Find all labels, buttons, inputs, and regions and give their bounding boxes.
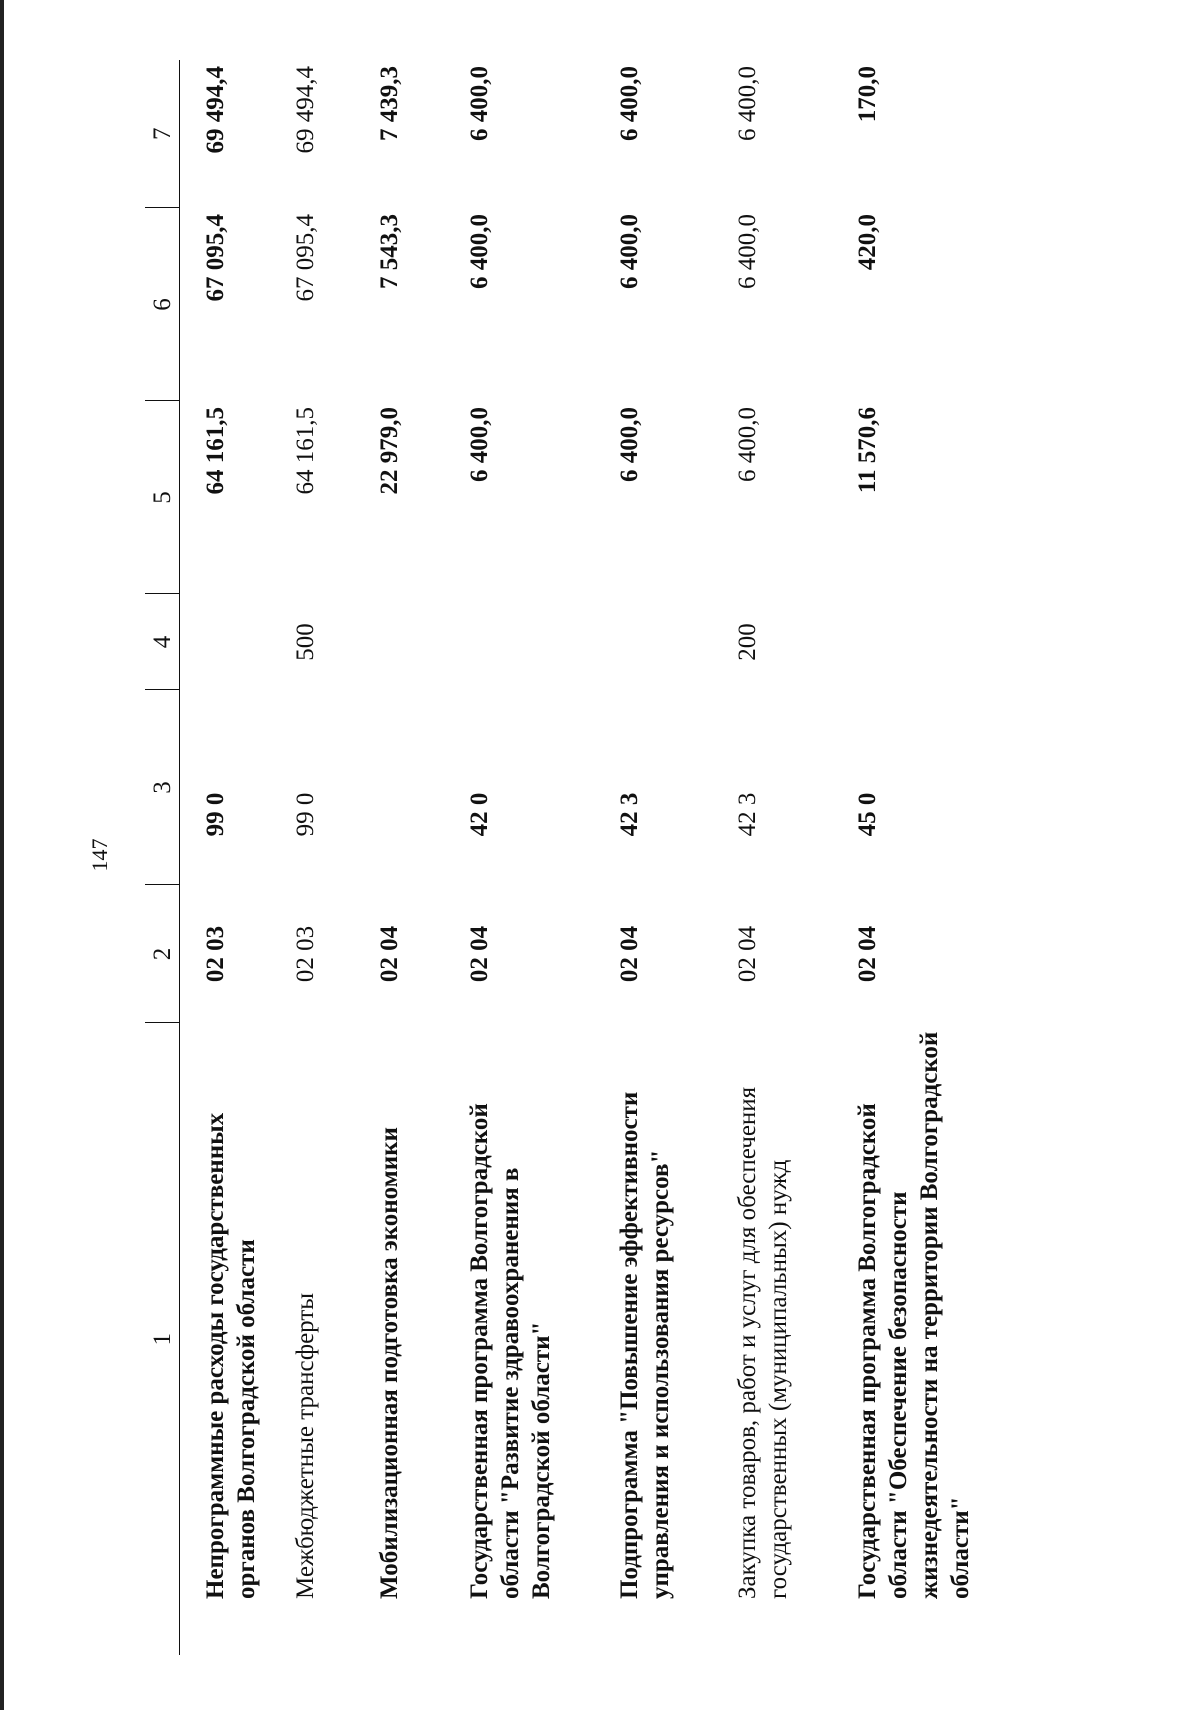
row-value-7: 6 400,0 — [734, 66, 761, 141]
row-code: 99 0 — [292, 792, 319, 837]
row-code: 42 3 — [734, 792, 761, 837]
row-name: Закупка товаров, работ и услуг для обеспечения государственных (муниципальных) нужд — [734, 1086, 792, 1599]
row-section: 02 03 — [202, 925, 229, 983]
row-type — [180, 594, 291, 690]
row-value-5: 64 161,5 — [292, 407, 319, 495]
row-value-5: 6 400,0 — [734, 407, 761, 482]
row-value-5: 11 570,6 — [854, 407, 881, 494]
row-value-7: 69 494,4 — [292, 66, 319, 154]
row-value-7: 170,0 — [854, 66, 881, 123]
row-value-5: 22 979,0 — [376, 407, 403, 495]
row-section: 02 04 — [376, 925, 403, 983]
row-code — [374, 690, 464, 885]
row-value-6: 67 095,4 — [202, 214, 229, 302]
row-name: Мобилизационная подготовка экономики — [376, 1127, 403, 1599]
row-value-7: 6 400,0 — [466, 66, 493, 141]
table-row — [464, 60, 614, 1655]
row-type — [614, 594, 732, 690]
header-cell: 6 — [145, 208, 180, 401]
row-value-6: 420,0 — [854, 214, 881, 271]
table-row — [732, 60, 852, 1655]
row-value-5: 6 400,0 — [466, 407, 493, 482]
row-name: Государственная программа Волгоградской области "Обеспечение безопасности жизнедеятельности на территории Волгоградской области" — [854, 1031, 974, 1599]
budget-table — [145, 60, 992, 1655]
table-row — [374, 60, 464, 1655]
table-row — [852, 60, 992, 1655]
table-row — [614, 60, 732, 1655]
header-cell: 3 — [145, 690, 180, 885]
row-name: Государственная программа Волгоградской области "Развитие здравоохранения в Волгоградской области" — [466, 1103, 555, 1599]
page-number: 147 — [87, 838, 112, 872]
row-name: Межбюджетные трансферты — [292, 1292, 319, 1599]
row-value-5: 6 400,0 — [616, 407, 643, 482]
row-type — [374, 594, 464, 690]
row-type: 500 — [292, 623, 319, 661]
scan-edge — [0, 0, 4, 1710]
row-section: 02 04 — [734, 925, 761, 983]
row-section: 02 03 — [292, 925, 319, 983]
row-section: 02 04 — [854, 925, 881, 983]
row-value-7: 69 494,4 — [202, 66, 229, 154]
row-type — [464, 594, 614, 690]
table-row — [180, 60, 291, 1655]
row-name: Непрограммные расходы государственных органов Волгоградской области — [202, 1112, 260, 1599]
row-code: 45 0 — [854, 792, 881, 837]
row-value-6: 67 095,4 — [292, 214, 319, 302]
row-code: 42 0 — [466, 792, 493, 837]
row-value-6: 6 400,0 — [734, 214, 761, 289]
row-value-6: 7 543,3 — [376, 214, 403, 289]
header-cell: 7 — [145, 60, 180, 208]
row-code: 42 3 — [616, 792, 643, 837]
header-cell: 1 — [145, 1023, 180, 1655]
table-row — [290, 60, 374, 1655]
row-name: Подпрограмма "Повышение эффективности управления и использования ресурсов" — [616, 1091, 674, 1599]
row-section: 02 04 — [616, 925, 643, 983]
row-value-5: 64 161,5 — [202, 407, 229, 495]
row-value-6: 6 400,0 — [616, 214, 643, 289]
header-cell: 5 — [145, 401, 180, 594]
header-row — [145, 60, 180, 1655]
row-value-6: 6 400,0 — [466, 214, 493, 289]
row-code: 99 0 — [202, 792, 229, 837]
row-type — [852, 594, 992, 690]
rotated-page — [145, 60, 974, 1655]
row-value-7: 7 439,3 — [376, 66, 403, 141]
header-cell: 2 — [145, 885, 180, 1023]
row-value-7: 6 400,0 — [616, 66, 643, 141]
row-section: 02 04 — [466, 925, 493, 983]
header-cell: 4 — [145, 594, 180, 690]
row-type: 200 — [734, 623, 761, 661]
